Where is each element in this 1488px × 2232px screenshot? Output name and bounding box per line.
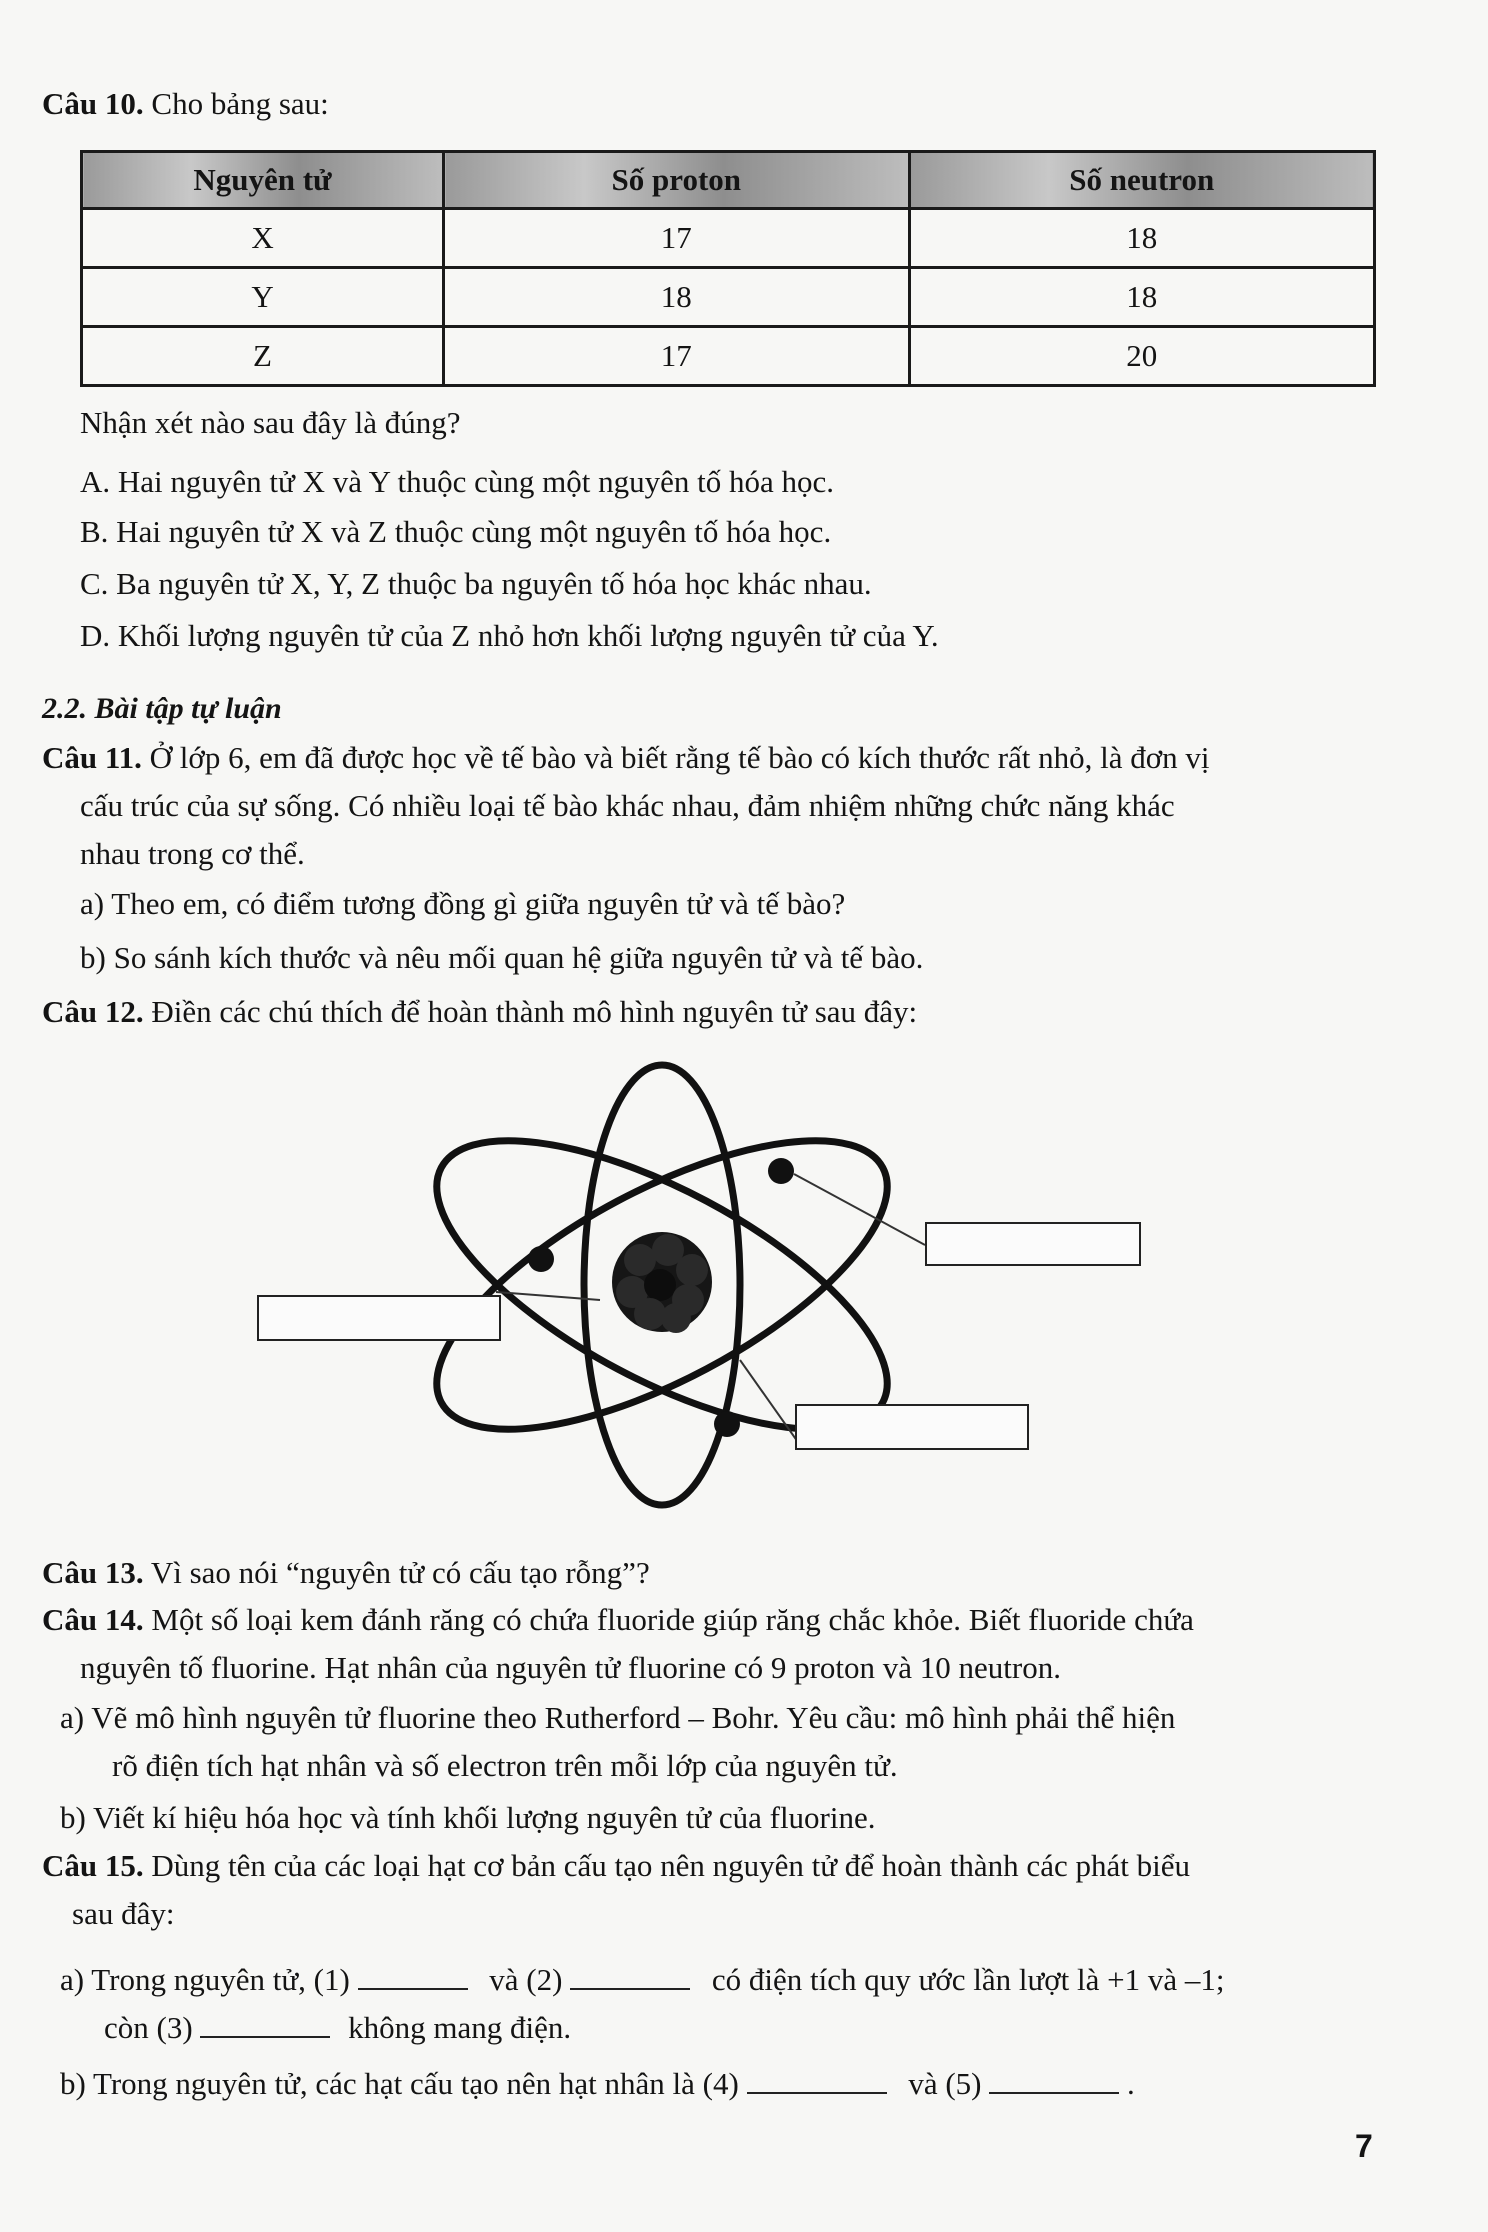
- table-row: [82, 327, 1375, 386]
- q15-b-part1: b) Trong nguyên tử, các hạt cấu tạo nên hạt nhân là (4): [60, 2066, 739, 2101]
- label-box-left[interactable]: [257, 1295, 501, 1341]
- q11-label: Câu 11.: [42, 740, 142, 775]
- q15-text1: Dùng tên của các loại hạt cơ bản cấu tạo nên nguyên tử để hoàn thành các phát biểu: [151, 1848, 1190, 1883]
- q15-a-part4: còn (3): [104, 2010, 193, 2045]
- q15-a-line2: [104, 2010, 571, 2046]
- q13-heading: [42, 1555, 650, 1591]
- q15-a-part5: không mang điện.: [348, 2010, 572, 2045]
- atom-model-diagram: [240, 1060, 1160, 1520]
- q15-line1: [42, 1848, 1190, 1884]
- q10-text: Cho bảng sau:: [151, 86, 329, 121]
- q12-label: Câu 12.: [42, 994, 144, 1029]
- q15-b-part2: và (5): [908, 2066, 982, 2101]
- section-title: 2.2. Bài tập tự luận: [42, 692, 282, 725]
- table-cell: X: [82, 209, 444, 268]
- q10-heading: [42, 86, 329, 122]
- q14-a2: rõ điện tích hạt nhân và số electron trên mỗi lớp của nguyên tử.: [112, 1748, 898, 1783]
- blank-4[interactable]: [747, 2092, 887, 2094]
- q11-line3: nhau trong cơ thể.: [80, 836, 305, 871]
- table-header: Số neutron: [909, 152, 1375, 209]
- q11-line2: cấu trúc của sự sống. Có nhiều loại tế bào khác nhau, đảm nhiệm những chức năng khác: [80, 788, 1175, 823]
- leader-line: [794, 1174, 925, 1245]
- table-header: Nguyên tử: [82, 152, 444, 209]
- electron: [714, 1411, 740, 1437]
- q12-text: Điền các chú thích để hoàn thành mô hình nguyên tử sau đây:: [151, 994, 918, 1029]
- table-cell: 18: [909, 268, 1375, 327]
- electron: [768, 1158, 794, 1184]
- option-b: B. Hai nguyên tử X và Z thuộc cùng một nguyên tố hóa học.: [80, 514, 832, 549]
- q14-b: b) Viết kí hiệu hóa học và tính khối lượng nguyên tử của fluorine.: [60, 1800, 876, 1835]
- table-row: [82, 209, 1375, 268]
- table-row: [82, 268, 1375, 327]
- table-cell: Z: [82, 327, 444, 386]
- q15-label: Câu 15.: [42, 1848, 144, 1883]
- q15-b-end: .: [1126, 2066, 1135, 2101]
- q15-a-part2: và (2): [489, 1962, 563, 1997]
- electron: [528, 1246, 554, 1272]
- q10-label: Câu 10.: [42, 86, 144, 121]
- q15-a-part1: a) Trong nguyên tử, (1): [60, 1962, 350, 1997]
- label-box-right-top[interactable]: [925, 1222, 1141, 1266]
- q15-b-line: [60, 2066, 1135, 2102]
- q12-heading: [42, 994, 917, 1030]
- atom-table: [80, 150, 1376, 387]
- q11-line1: [42, 740, 1210, 776]
- q11-b: b) So sánh kích thước và nêu mối quan hệ giữa nguyên tử và tế bào.: [80, 940, 924, 975]
- option-d: D. Khối lượng nguyên tử của Z nhỏ hơn khối lượng nguyên tử của Y.: [80, 618, 939, 653]
- q14-a1: a) Vẽ mô hình nguyên tử fluorine theo Rutherford – Bohr. Yêu cầu: mô hình phải thể hiện: [60, 1700, 1176, 1735]
- blank-2[interactable]: [570, 1988, 690, 1990]
- q15-line2: sau đây:: [72, 1896, 175, 1931]
- q14-label: Câu 14.: [42, 1602, 144, 1637]
- table-header-row: [82, 152, 1375, 209]
- q11-text1: Ở lớp 6, em đã được học về tế bào và biết rằng tế bào có kích thước rất nhỏ, là đơn vị: [149, 740, 1210, 775]
- q14-text1: Một số loại kem đánh răng có chứa fluoride giúp răng chắc khỏe. Biết fluoride chứa: [151, 1602, 1194, 1637]
- q14-line1: [42, 1602, 1194, 1638]
- blank-1[interactable]: [358, 1988, 468, 1990]
- q10-prompt: Nhận xét nào sau đây là đúng?: [80, 405, 461, 440]
- q13-label: Câu 13.: [42, 1555, 144, 1590]
- table-cell: 18: [444, 268, 909, 327]
- table-header: Số proton: [444, 152, 909, 209]
- label-box-right-bottom[interactable]: [795, 1404, 1029, 1450]
- q15-a-part3: có điện tích quy ước lần lượt là +1 và –1;: [711, 1962, 1225, 1997]
- nucleus: [612, 1232, 712, 1333]
- table-cell: 18: [909, 209, 1375, 268]
- q13-text: Vì sao nói “nguyên tử có cấu tạo rỗng”?: [150, 1555, 650, 1590]
- q11-a: a) Theo em, có điểm tương đồng gì giữa nguyên tử và tế bào?: [80, 886, 846, 921]
- table-cell: 17: [444, 327, 909, 386]
- leader-line: [740, 1360, 800, 1445]
- option-a: A. Hai nguyên tử X và Y thuộc cùng một nguyên tố hóa học.: [80, 464, 835, 499]
- table-cell: Y: [82, 268, 444, 327]
- table-cell: 20: [909, 327, 1375, 386]
- option-c: C. Ba nguyên tử X, Y, Z thuộc ba nguyên tố hóa học khác nhau.: [80, 566, 872, 601]
- blank-3[interactable]: [200, 2036, 330, 2038]
- page-number: 7: [1355, 2128, 1373, 2164]
- q15-a-line1: [60, 1962, 1225, 1998]
- blank-5[interactable]: [989, 2092, 1119, 2094]
- q14-line2: nguyên tố fluorine. Hạt nhân của nguyên tử fluorine có 9 proton và 10 neutron.: [80, 1650, 1061, 1685]
- table-cell: 17: [444, 209, 909, 268]
